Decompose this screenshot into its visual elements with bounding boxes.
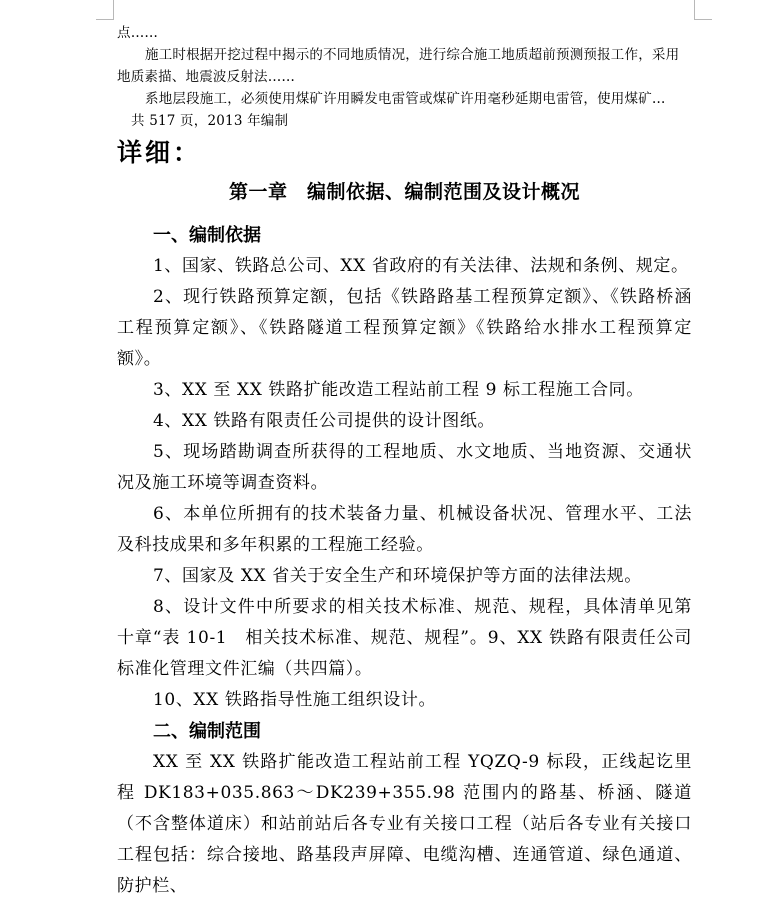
- crop-mark-top-right-vertical: [694, 0, 695, 20]
- basis-item-6: 6、本单位所拥有的技术装备力量、机械设备状况、管理水平、工法及科技成果和多年积累的工程施工经验。: [117, 504, 692, 555]
- summary-block: [117, 22, 692, 132]
- summary-paragraph-1: 施工时根据开挖过程中揭示的不同地质情况，进行综合施工地质超前预测预报工作，采用地质素描、地震波反射法……: [117, 47, 680, 85]
- section-title-scope: 二、编制范围: [153, 721, 261, 742]
- detail-heading: 详细：: [117, 138, 202, 167]
- basis-item-5: 5、现场踏勘调查所获得的工程地质、水文地质、当地资源、交通状况及施工环境等调查资料。: [117, 442, 692, 493]
- summary-line-1: 点……: [117, 25, 159, 41]
- crop-mark-top-left-vertical: [113, 0, 114, 20]
- summary-meta: 共 517 页，2013 年编制: [131, 113, 289, 129]
- summary-paragraph-2: 系地层段施工，必须使用煤矿许用瞬发电雷管或煤矿许用毫秒延期电雷管，使用煤矿…: [145, 91, 666, 107]
- basis-item-2: 2、现行铁路预算定额，包括《铁路路基工程预算定额》、《铁路桥涵工程预算定额》、《铁路隧道工程预算定额》《铁路给水排水工程预算定额》。: [117, 287, 692, 369]
- section-title-basis: 一、编制依据: [153, 225, 261, 246]
- basis-item-8: 8、设计文件中所要求的相关技术标准、规范、规程，具体清单见第十章“表 10-1 相关技术标准、规范、规程”。9、XX 铁路有限责任公司标准化管理文件汇编（共四篇）。: [117, 597, 692, 679]
- basis-item-1: 1、国家、铁路总公司、XX 省政府的有关法律、法规和条例、规定。: [153, 256, 689, 276]
- crop-mark-top-right-horizontal: [694, 19, 712, 20]
- basis-item-7: 7、国家及 XX 省关于安全生产和环境保护等方面的法律法规。: [153, 566, 642, 586]
- basis-item-10: 10、XX 铁路指导性施工组织设计。: [153, 690, 437, 710]
- basis-item-3: 3、XX 至 XX 铁路扩能改造工程站前工程 9 标工程施工合同。: [153, 380, 644, 400]
- basis-item-4: 4、XX 铁路有限责任公司提供的设计图纸。: [153, 411, 496, 431]
- document-content: [117, 22, 692, 902]
- chapter-title: 第一章 编制依据、编制范围及设计概况: [228, 181, 580, 203]
- crop-mark-top-left-horizontal: [96, 19, 114, 20]
- scope-paragraph: XX 至 XX 铁路扩能改造工程站前工程 YQZQ-9 标段，正线起讫里程 DK183+035.863～DK239+355.98 范围内的路基、桥涵、隧道（不含整体道床）和站前站后各专业有关接口工程（站后各专业有关接口工程包括：综合接地、路基段声屏障、电缆沟槽、连通管道、绿色通道、防护栏、: [117, 752, 692, 896]
